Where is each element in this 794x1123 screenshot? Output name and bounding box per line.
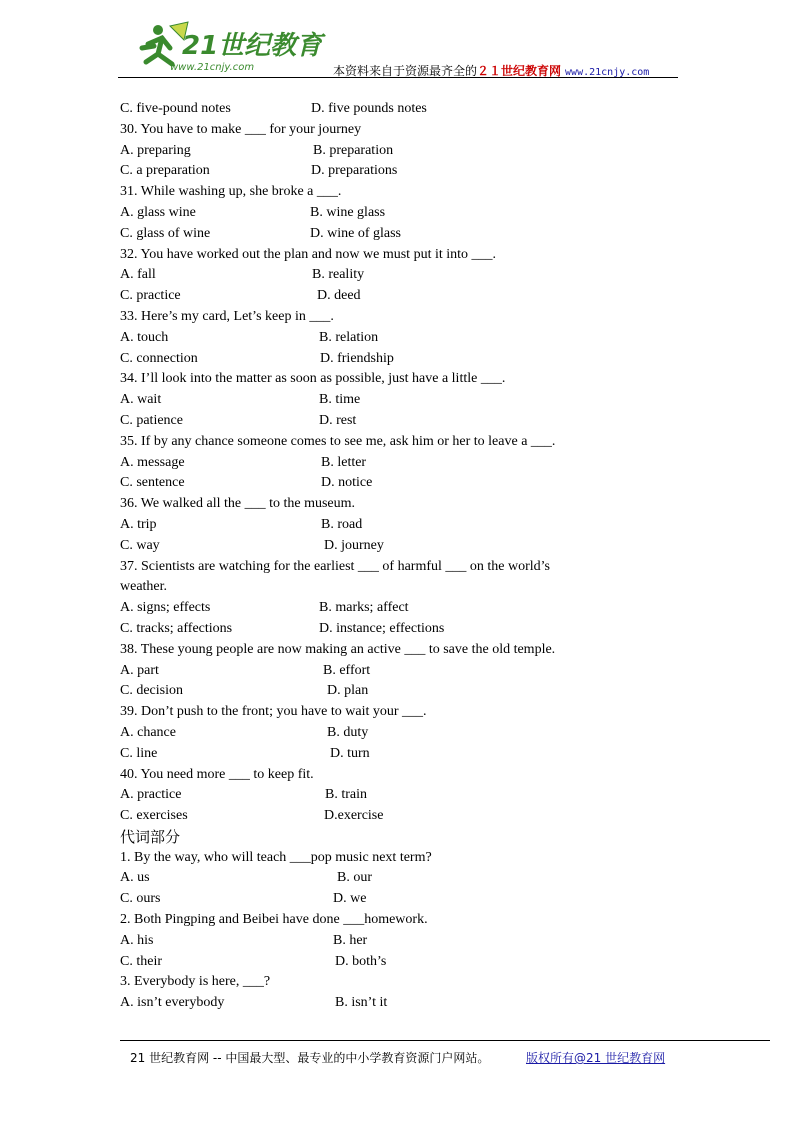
line-text: C. five-pound notes <box>120 101 231 116</box>
line-text: C. a preparation <box>120 163 210 179</box>
line-text: C. ours <box>120 891 161 907</box>
option-right: B. relation <box>319 329 379 345</box>
option-right: B. duty <box>327 724 369 740</box>
question-line <box>120 619 680 640</box>
line-text: C. line <box>120 745 158 761</box>
question-line <box>120 307 680 328</box>
site-logo <box>118 18 323 76</box>
line-text: 39. Don’t push to the front; you have to wait your ___. <box>120 704 427 720</box>
header-note-prefix: 本资料来自于资源最齐全的 <box>333 64 478 78</box>
question-line <box>120 265 680 286</box>
line-text: A. touch <box>120 329 169 345</box>
line-text: 31. While washing up, she broke a ___. <box>120 184 342 200</box>
question-line <box>120 515 680 536</box>
option-right: D. we <box>333 891 367 907</box>
question-line <box>120 369 680 390</box>
question-line <box>120 286 680 307</box>
line-text: C. practice <box>120 288 181 304</box>
line-text: C. connection <box>120 350 198 366</box>
line-text: 32. You have worked out the plan and now we must put it into ___. <box>120 246 497 262</box>
option-right: B. road <box>321 516 363 532</box>
question-line <box>120 868 680 889</box>
line-text: A. us <box>120 870 150 886</box>
option-right: D. instance; effections <box>319 620 445 636</box>
question-line <box>120 536 680 557</box>
line-text: 37. Scientists are watching for the earliest ___ of harmful ___ on the world’s <box>120 558 551 574</box>
header-note-url[interactable]: www.21cnjy.com <box>565 67 650 78</box>
line-text: A. glass wine <box>120 204 196 220</box>
line-text: 36. We walked all the ___ to the museum. <box>120 496 356 512</box>
footer-divider <box>120 1040 770 1041</box>
question-line <box>120 161 680 182</box>
question-line <box>120 390 680 411</box>
line-text: A. fall <box>120 267 156 283</box>
line-text: A. isn’t everybody <box>120 995 225 1011</box>
question-list <box>120 99 680 1014</box>
question-line <box>120 765 680 786</box>
question-line <box>120 889 680 910</box>
line-text: A. practice <box>120 787 182 803</box>
question-line <box>120 744 680 765</box>
question-line <box>120 681 680 702</box>
option-right: B. her <box>333 932 368 948</box>
question-line <box>120 432 680 453</box>
line-text: 40. You need more ___ to keep fit. <box>120 766 314 782</box>
question-line <box>120 577 680 598</box>
line-text: 1. By the way, who will teach ___pop music next term? <box>120 849 432 865</box>
line-text: C. glass of wine <box>120 225 211 241</box>
question-line <box>120 120 680 141</box>
line-text: 30. You have to make ___ for your journey <box>120 121 362 137</box>
question-line <box>120 702 680 723</box>
option-right: D.exercise <box>324 808 384 824</box>
option-right: D. turn <box>330 745 370 761</box>
question-line <box>120 182 680 203</box>
option-right: B. marks; affect <box>319 600 409 616</box>
line-text: C. exercises <box>120 808 188 824</box>
question-line <box>120 952 680 973</box>
question-line <box>120 931 680 952</box>
option-right: D. notice <box>321 475 373 491</box>
line-text: C. tracks; affections <box>120 620 233 636</box>
option-right: B. train <box>325 787 367 803</box>
question-line <box>120 99 680 120</box>
option-right: B. effort <box>323 662 371 678</box>
question-line <box>120 328 680 349</box>
line-text: 38. These young people are now making an active ___ to save the old temple. <box>120 641 556 657</box>
option-right: B. isn’t it <box>335 995 388 1011</box>
question-line <box>120 245 680 266</box>
question-line <box>120 993 680 1014</box>
logo-url: www.21cnjy.com <box>170 62 255 73</box>
option-right: D. both’s <box>335 953 387 969</box>
option-right: D. journey <box>324 537 384 553</box>
logo-wordmark: 21世纪教育 <box>182 31 323 61</box>
line-text: C. way <box>120 537 160 553</box>
question-line <box>120 661 680 682</box>
footer-text: 21 世纪教育网 -- 中国最大型、最专业的中小学教育资源门户网站。 <box>130 1051 490 1065</box>
header-divider <box>118 77 678 78</box>
line-text: C. patience <box>120 412 183 428</box>
line-text: 34. I’ll look into the matter as soon as possible, just have a little ___. <box>120 371 506 387</box>
question-line <box>120 224 680 245</box>
question-line <box>120 723 680 744</box>
line-text: 3. Everybody is here, ___? <box>120 974 271 990</box>
line-text: 代词部分 <box>120 827 181 846</box>
option-right: B. time <box>319 392 361 408</box>
question-line <box>120 453 680 474</box>
line-text: C. their <box>120 953 162 969</box>
option-right: D. friendship <box>320 350 394 366</box>
page-header <box>118 18 678 80</box>
question-line <box>120 349 680 370</box>
question-line <box>120 411 680 432</box>
copyright-link[interactable]: 版权所有@21 世纪教育网 <box>526 1051 666 1065</box>
question-line <box>120 494 680 515</box>
line-text: C. sentence <box>120 475 185 491</box>
line-text: C. decision <box>120 683 183 699</box>
header-note-brand: ２１世纪教育网 <box>477 64 562 78</box>
question-line <box>120 640 680 661</box>
question-line <box>120 910 680 931</box>
option-right: B. wine glass <box>310 204 386 220</box>
line-text: 33. Here’s my card, Let’s keep in ___. <box>120 308 334 324</box>
option-right: D. preparations <box>311 163 398 179</box>
line-text: A. chance <box>120 724 176 740</box>
line-text: 35. If by any chance someone comes to see me, ask him or her to leave a ___. <box>120 433 556 449</box>
line-text: A. preparing <box>120 142 191 158</box>
option-right: D. plan <box>327 683 369 699</box>
line-text: A. trip <box>120 516 157 532</box>
line-text: A. his <box>120 932 154 948</box>
option-right: B. our <box>337 870 372 886</box>
option-right: B. reality <box>312 267 365 283</box>
option-right: B. letter <box>321 454 367 470</box>
section-heading <box>120 827 680 848</box>
option-right: D. wine of glass <box>310 225 401 241</box>
question-line <box>120 806 680 827</box>
line-text: A. part <box>120 662 159 678</box>
question-line <box>120 598 680 619</box>
option-right: D. deed <box>317 288 361 304</box>
question-line <box>120 785 680 806</box>
option-right: D. rest <box>319 412 357 428</box>
question-line <box>120 972 680 993</box>
option-right: D. five pounds notes <box>311 101 427 116</box>
line-text: A. message <box>120 454 185 470</box>
question-line <box>120 203 680 224</box>
option-right: B. preparation <box>313 142 394 158</box>
line-text: weather. <box>120 579 168 595</box>
question-line <box>120 848 680 869</box>
question-line <box>120 557 680 578</box>
line-text: A. wait <box>120 392 162 408</box>
question-line <box>120 473 680 494</box>
line-text: A. signs; effects <box>120 600 211 616</box>
line-text: 2. Both Pingping and Beibei have done ___homework. <box>120 912 428 928</box>
question-line <box>120 141 680 162</box>
